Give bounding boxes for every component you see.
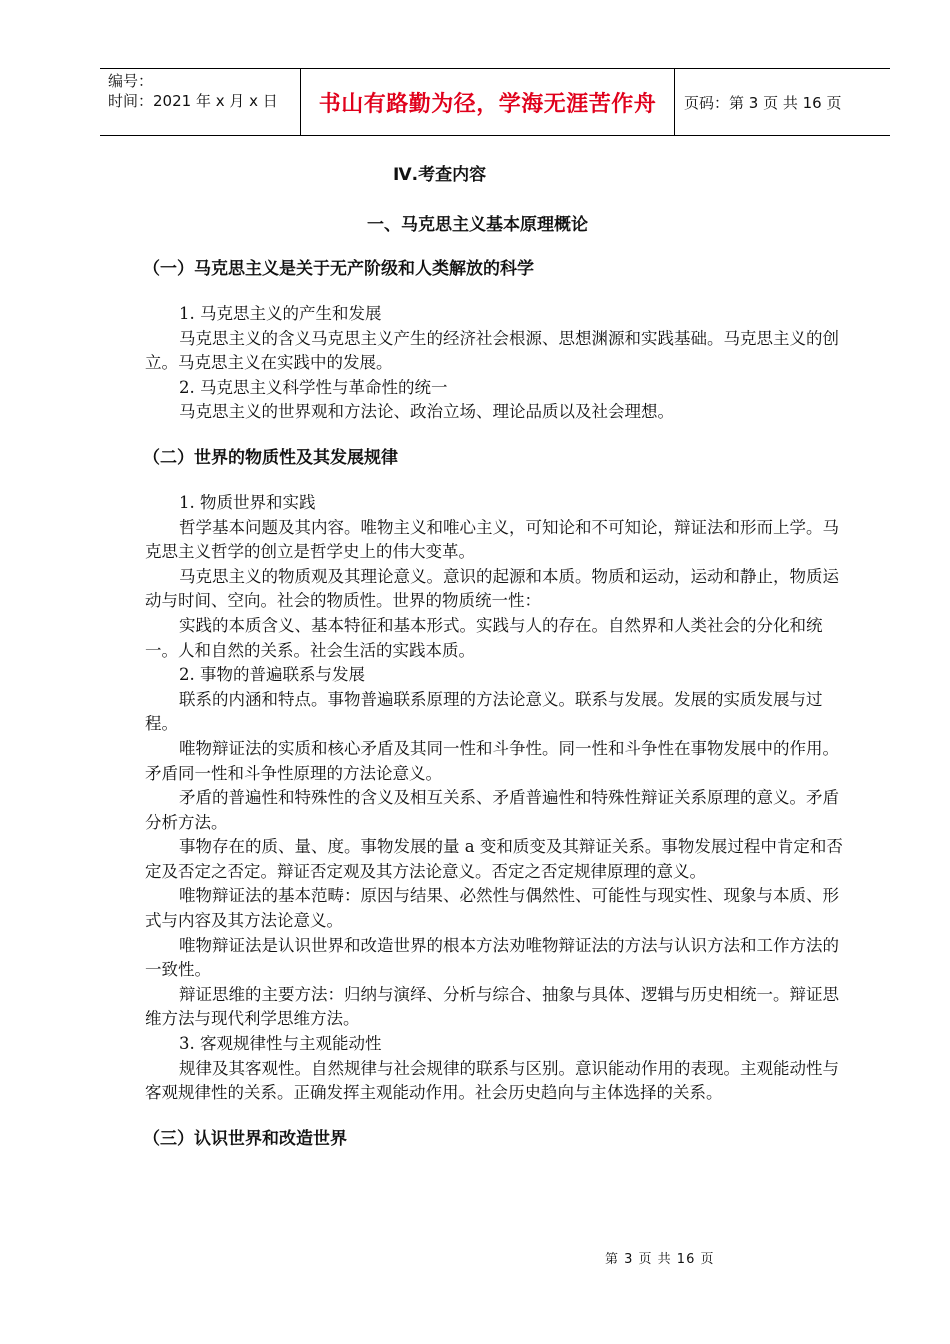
heading-main: Ⅳ.考查内容: [393, 165, 487, 185]
s2-para-1: 哲学基本问题及其内容。唯物主义和唯心主义，可知论和不可知论，辩证法和形而上学。马克思主义哲学的创立是哲学史上的伟大变革。: [145, 517, 839, 562]
document-body: [145, 150, 855, 1152]
s2-para-8: 唯物辩证法的基本范畴：原因与结果、必然性与偶然性、可能性与现实性、现象与本质、形式与内容及其方法论意义。: [145, 886, 839, 931]
section-2-title: （二）世界的物质性及其发展规律: [143, 447, 398, 468]
s2-para-9: 唯物辩证法是认识世界和改造世界的根本方法劝唯物辩证法的方法与认识方法和工作方法的一致性。: [145, 935, 839, 980]
date-label: 时间：2021 年 x 月 x 日: [108, 92, 278, 110]
s2-para-7: 事物存在的质、量、度。事物发展的量 a 变和质变及其辩证关系。事物发展过程中肯定和否定及否定之否定。辩证否定观及其方法论意义。否定之否定规律原理的意义。: [145, 837, 843, 881]
section-3-title: （三）认识世界和改造世界: [143, 1128, 347, 1149]
s2-item-2: 2. 事物的普遍联系与发展: [179, 665, 365, 685]
page-header: [100, 68, 890, 136]
page-info: 页码：第 3 页 共 16 页: [684, 93, 842, 112]
header-meta-cell: [100, 69, 301, 135]
s1-item-2: 2. 马克思主义科学性与革命性的统一: [179, 377, 448, 397]
header-motto-cell: [301, 69, 675, 135]
s2-para-3: 实践的本质含义、基本特征和基本形式。实践与人的存在。自然界和人类社会的分化和统一。人和自然的关系。社会生活的实践本质。: [145, 615, 823, 660]
header-page-cell: [675, 69, 890, 135]
page-footer: 第 3 页 共 16 页: [605, 1252, 715, 1267]
s2-item-3: 3. 客观规律性与主观能动性: [179, 1034, 382, 1054]
motto-text: 书山有路勤为径，学海无涯苦作舟: [318, 91, 657, 117]
s1-para-2: 马克思主义的世界观和方法论、政治立场、理论品质以及社会理想。: [179, 402, 674, 422]
section-1-title: （一）马克思主义是关于无产阶级和人类解放的科学: [143, 259, 534, 279]
s2-item-1: 1. 物质世界和实践: [179, 492, 316, 512]
number-label: 编号：: [108, 72, 154, 90]
heading-sub: 一、马克思主义基本原理概论: [367, 215, 588, 235]
s2-para-2: 马克思主义的物质观及其理论意义。意识的起源和本质。物质和运动，运动和静止，物质运动与时间、空向。社会的物质性。世界的物质统一性：: [145, 566, 839, 611]
s2-para-5: 唯物辩证法的实质和核心矛盾及其同一性和斗争性。同一性和斗争性在事物发展中的作用。矛盾同一性和斗争性原理的方法论意义。: [145, 738, 839, 783]
s2-para-10: 辩证思维的主要方法：归纳与演绎、分析与综合、抽象与具体、逻辑与历史相统一。辩证思维方法与现代利学思维方法。: [145, 984, 839, 1029]
s2-para-6: 矛盾的普遍性和特殊性的含义及相互关系、矛盾普遍性和特殊性辩证关系原理的意义。矛盾分析方法。: [145, 788, 839, 832]
s2-para-11: 规律及其客观性。自然规律与社会规律的联系与区别。意识能动作用的表现。主观能动性与客观规律性的关系。正确发挥主观能动作用。社会历史趋向与主体选择的关系。: [145, 1058, 839, 1103]
s1-item-1: 1. 马克思主义的产生和发展: [179, 304, 382, 323]
s2-para-4: 联系的内涵和特点。事物普遍联系原理的方法论意义。联系与发展。发展的实质发展与过程。: [145, 689, 823, 734]
s1-para-1: 马克思主义的含义马克思主义产生的经济社会根源、思想渊源和实践基础。马克思主义的创立。马克思主义在实践中的发展。: [145, 328, 839, 373]
